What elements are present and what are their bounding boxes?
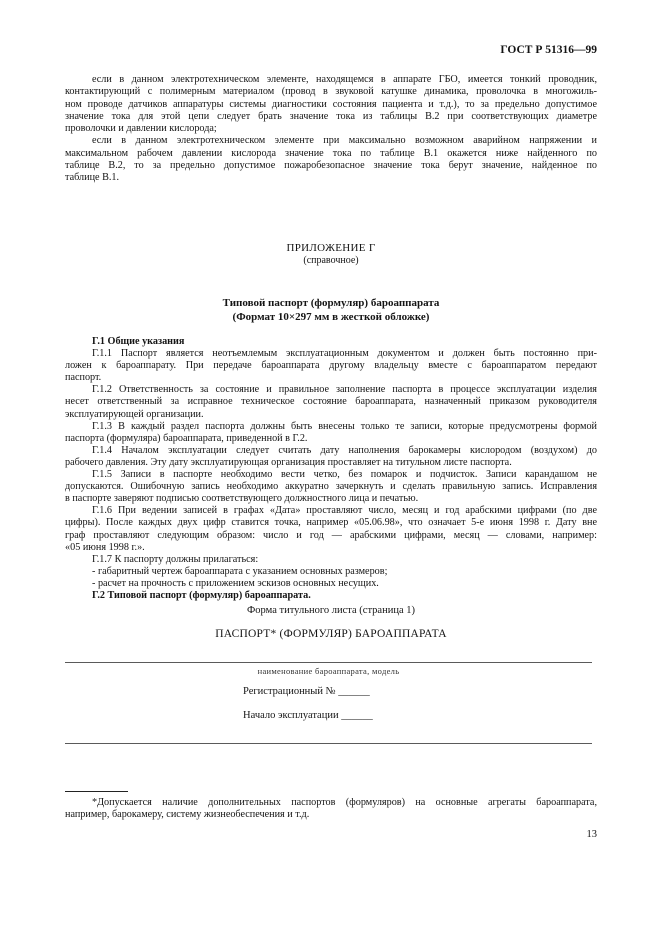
text-line: таблице В.1.: [65, 172, 120, 184]
section-heading: [65, 590, 597, 602]
text-line: Г.1 Общие указания: [92, 336, 185, 347]
text-line: цифры). После каждых двух цифр ставится точка, например «05.06.98», что означает 5-е июня 1998 г. Дату вне: [65, 517, 597, 529]
paragraph: [65, 566, 597, 578]
appendix-label: ПРИЛОЖЕНИЕ Г: [286, 242, 376, 254]
form-rule-bottom: [65, 743, 592, 744]
paragraph: [65, 797, 597, 822]
text-line: Г.1.1 Паспорт является неотъемлемым эксплуатационным документом и должен быть постоянно при-: [92, 348, 597, 360]
text-line: таблице В.2, то за предельно допустимое пожаробезопасное значение тока берут значение, найденное по: [65, 160, 597, 172]
paragraph: [65, 74, 597, 135]
form-caption: Форма титульного листа (страница 1): [247, 605, 415, 616]
text-line: Г.1.7 К паспорту должны прилагаться:: [92, 553, 259, 565]
general-instructions: [65, 336, 597, 602]
text-line: паспорта (формуляра) бароаппарата, приведенной в Г.2.: [65, 432, 308, 444]
text-line: контактирующий с полимерным материалом (провод в звуковой катушке динамика, проволочка в многожиль-: [65, 86, 597, 98]
text-line: Г.2 Типовой паспорт (формуляр) бароаппарата.: [92, 589, 311, 601]
text-line: паспорт.: [65, 372, 102, 384]
text-line: например, барокамеру, систему жизнеобеспечения и т.д.: [65, 809, 310, 821]
paragraph: [65, 384, 597, 420]
name-model-hint: наименование бароаппарата, модель: [257, 666, 400, 676]
paragraph: [65, 135, 597, 184]
registration-number-field: Регистрационный № ______: [243, 686, 370, 697]
text-line: если в данном электротехническом элементе, находящемся в аппарате ГБО, имеется тонкий проводник,: [92, 74, 597, 85]
text-line: несет ответственный за исправное техническое состояние бароаппарата, назначенный приказом руководителя: [65, 396, 597, 408]
text-line: допускаются. Ошибочную запись необходимо аккуратно зачеркнуть и сделать правильную запись. Исправления: [65, 481, 597, 493]
text-line: в паспорте заверяют подписью соответствующего должностного лица и печатью.: [65, 493, 419, 505]
appendix-subtitle: (Формат 10×297 мм в жесткой обложке): [232, 311, 430, 323]
text-line: - расчет на прочность с приложением эскизов основных несущих.: [92, 577, 379, 589]
text-line: если в данном электротехническом элементе при максимально возможном аварийном напряжении и: [92, 135, 597, 147]
paragraph: [65, 505, 597, 553]
footnote: [65, 797, 597, 822]
text-line: Г.1.6 При ведении записей в графах «Дата» проставляют число, месяц и год арабскими цифрами (по две: [92, 505, 597, 517]
form-rule-top: [65, 662, 592, 663]
text-line: ном проводе датчиков аппаратуры системы диагностики состояния пациента и т.д.), то за предельно допустимое: [65, 98, 597, 110]
paragraph: [65, 578, 597, 590]
text-line: максимальном рабочем давлении кислорода значение тока по таблице В.1 окажется ниже найденного по: [65, 147, 597, 159]
text-line: Г.1.4 Началом эксплуатации следует считать дату наполнения барокамеры кислородом (воздухом) до: [92, 444, 597, 456]
standard-designation: ГОСТ Р 51316—99: [500, 44, 597, 56]
appendix-note: (справочное): [303, 255, 359, 266]
paragraph: [65, 554, 597, 566]
text-line: эксплуатирующей организации.: [65, 408, 204, 420]
text-line: ложен к бароаппарату. При передаче бароаппарата другому владельцу вместе с бароаппаратом передают: [65, 360, 597, 372]
page-number: 13: [586, 829, 597, 840]
text-line: Г.1.5 Записи в паспорте необходимо вести четко, без помарок и подчисток. Записи карандашом не: [92, 469, 597, 481]
footnote-separator: [65, 791, 128, 792]
section-heading: [65, 336, 597, 348]
paragraph: [65, 421, 597, 445]
text-line: граф проставляют следующим образом: число и год — арабскими цифрами, месяц — словами, например:: [65, 529, 597, 541]
text-line: значение тока для этой цепи следует брать значение тока из таблицы В.2 при соответствующих диаметре: [65, 110, 597, 122]
appendix-title: Типовой паспорт (формуляр) бароаппарата: [222, 297, 440, 309]
text-line: Г.1.3 В каждый раздел паспорта должны быть внесены только те записи, которые предусмотрены формой: [92, 420, 597, 432]
text-line: - габаритный чертеж бароаппарата с указанием основных размеров;: [92, 565, 388, 577]
operation-start-field: Начало эксплуатации ______: [243, 710, 373, 721]
passport-title: ПАСПОРТ* (ФОРМУЛЯР) БАРОАППАРАТА: [215, 628, 447, 640]
text-line: Г.1.2 Ответственность за состояние и правильное заполнение паспорта в процессе эксплуатации изделия: [92, 384, 597, 396]
paragraph: [65, 469, 597, 505]
paragraph: [65, 445, 597, 469]
text-line: «05 июня 1998 г.».: [65, 541, 145, 553]
text-line: рабочего давления. Эту дату эксплуатирующая организация проставляет на титульном листе паспорта.: [65, 456, 512, 468]
text-line: *Допускается наличие дополнительных паспортов (формуляров) на основные агрегаты бароаппарата,: [92, 797, 597, 808]
text-line: проволочки и давлении кислорода;: [65, 123, 217, 135]
intro-text: [65, 74, 597, 185]
paragraph: [65, 348, 597, 384]
